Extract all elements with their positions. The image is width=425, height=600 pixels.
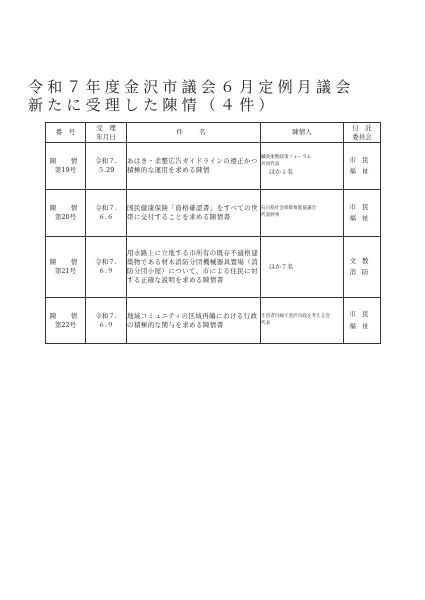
header-number: 番 号 [46,123,86,143]
petition-subject: あはき・柔整広告ガイドラインの遵正かつ積極的な運用を求める陳情 [127,143,261,190]
table-row [46,298,381,344]
petition-number: 陳 情 第22号 [46,298,86,344]
petition-number: 陳 情 第20号 [46,190,86,237]
header-petitioner: 陳情人 [261,123,344,143]
receipt-date: 令和７. ６.９ [86,298,127,344]
table-row [46,143,381,190]
header-subject: 件 名 [127,123,261,143]
assigned-committee: 文教 消防 [344,237,381,298]
assigned-committee: 市民 福祉 [344,298,381,344]
table-row [46,237,381,298]
petitioner: 鍼灸柔整政策フォーラム 共同代表 ほか１名 [261,143,344,190]
petitioner: 生活者目線で金沢市政を考える会 代表 [261,298,344,344]
receipt-date: 令和７. ６.９ [86,237,127,298]
receipt-date: 令和７. ５.29 [86,143,127,190]
petition-subject: 国民健康保険「資格確認書」をすべての世帯に交付することを求める陳情書 [127,190,261,237]
petition-table [45,122,381,344]
petition-number: 陳 情 第19号 [46,143,86,190]
petition-number: 陳 情 第21号 [46,237,86,298]
petitioner: ほか７名 [261,237,344,298]
assigned-committee: 市民 福祉 [344,190,381,237]
petition-subject: 用水路上に立地する市所有の既存不適格建築物である材木消防分団機械器具置場（消防分団小屋）について、市による住民に対する正確な説明を求める陳情書 [127,237,261,298]
petitioner: 石川県社会保障推進協議会 代表幹事 [261,190,344,237]
receipt-date: 令和７. ６.６ [86,190,127,237]
table-row [46,190,381,237]
page-subtitle: 新たに受理した陳情（４件） [28,96,278,114]
header-committee: 付 託 委員会 [344,123,381,143]
petition-subject: 地域コミュニティの区域再編における行政の積極的な関与を求める陳情書 [127,298,261,344]
header-date: 受 理 年月日 [86,123,127,143]
table-header-row [46,123,381,143]
page-title: 令和７年度金沢市議会６月定例月議会 [28,78,355,96]
assigned-committee: 市民 福祉 [344,143,381,190]
